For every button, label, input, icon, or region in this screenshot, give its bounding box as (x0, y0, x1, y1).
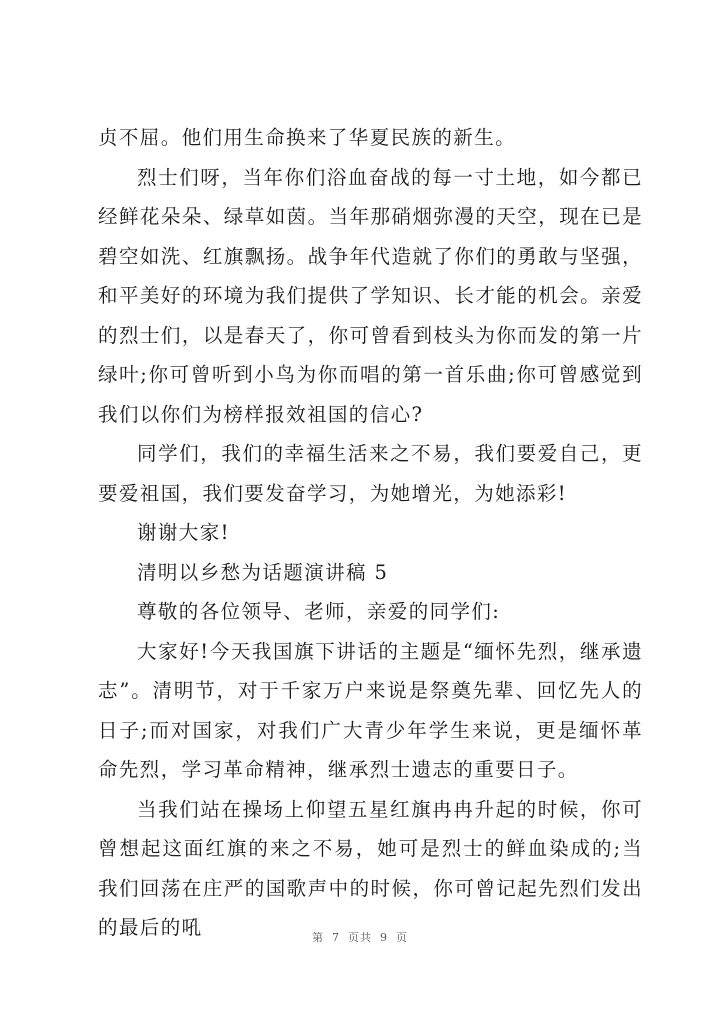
footer-prefix: 第 (312, 931, 324, 944)
section-heading: 清明以乡愁为话题演讲稿 5 (137, 560, 389, 584)
footer-total-pages: 9 (380, 931, 388, 944)
page-footer (0, 929, 720, 945)
document-body (98, 118, 643, 948)
paragraph-3: 同学们，我们的幸福生活来之不易，我们要爱自己，更要爱祖国，我们要发奋学习，为她增光，为她添彩! (98, 442, 643, 505)
footer-middle: 页共 (348, 931, 372, 944)
paragraph-1: 贞不屈。他们用生命换来了华夏民族的新生。 (98, 126, 517, 149)
paragraph-6: 当我们站在操场上仰望五星红旗冉冉升起的时候，你可曾想起这面红旗的来之不易，她可是烈士的鲜血染成的;当我们回荡在庄严的国歌声中的时候，你可曾记起先烈们发出的最后的吼 (98, 797, 643, 939)
paragraph-4: 谢谢大家! (137, 521, 230, 544)
footer-suffix: 页 (396, 931, 408, 944)
paragraph-greeting: 尊敬的各位领导、老师，亲爱的同学们: (137, 600, 501, 623)
footer-current-page: 7 (332, 931, 340, 944)
paragraph-2: 烈士们呀，当年你们浴血奋战的每一寸土地，如今都已经鲜花朵朵、绿草如茵。当年那硝烟弥漫的天空，现在已是碧空如洗、红旗飘扬。战争年代造就了你们的勇敢与坚强，和平美好的环境为我们提供了学知识、长才能的机会。亲爱的烈士们，以是春天了，你可曾看到枝头为你而发的第一片绿叶;你可曾听到小鸟为你而唱的第一首乐曲;你可曾感觉到我们以你们为榜样报效祖国的信心? (98, 165, 643, 426)
paragraph-5: 大家好!今天我国旗下讲话的主题是“缅怀先烈，继承遗志”。清明节，对于千家万户来说是祭奠先辈、回忆先人的日子;而对国家，对我们广大青少年学生来说，更是缅怀革命先烈，学习革命精神，继承烈士遗志的重要日子。 (98, 639, 643, 781)
